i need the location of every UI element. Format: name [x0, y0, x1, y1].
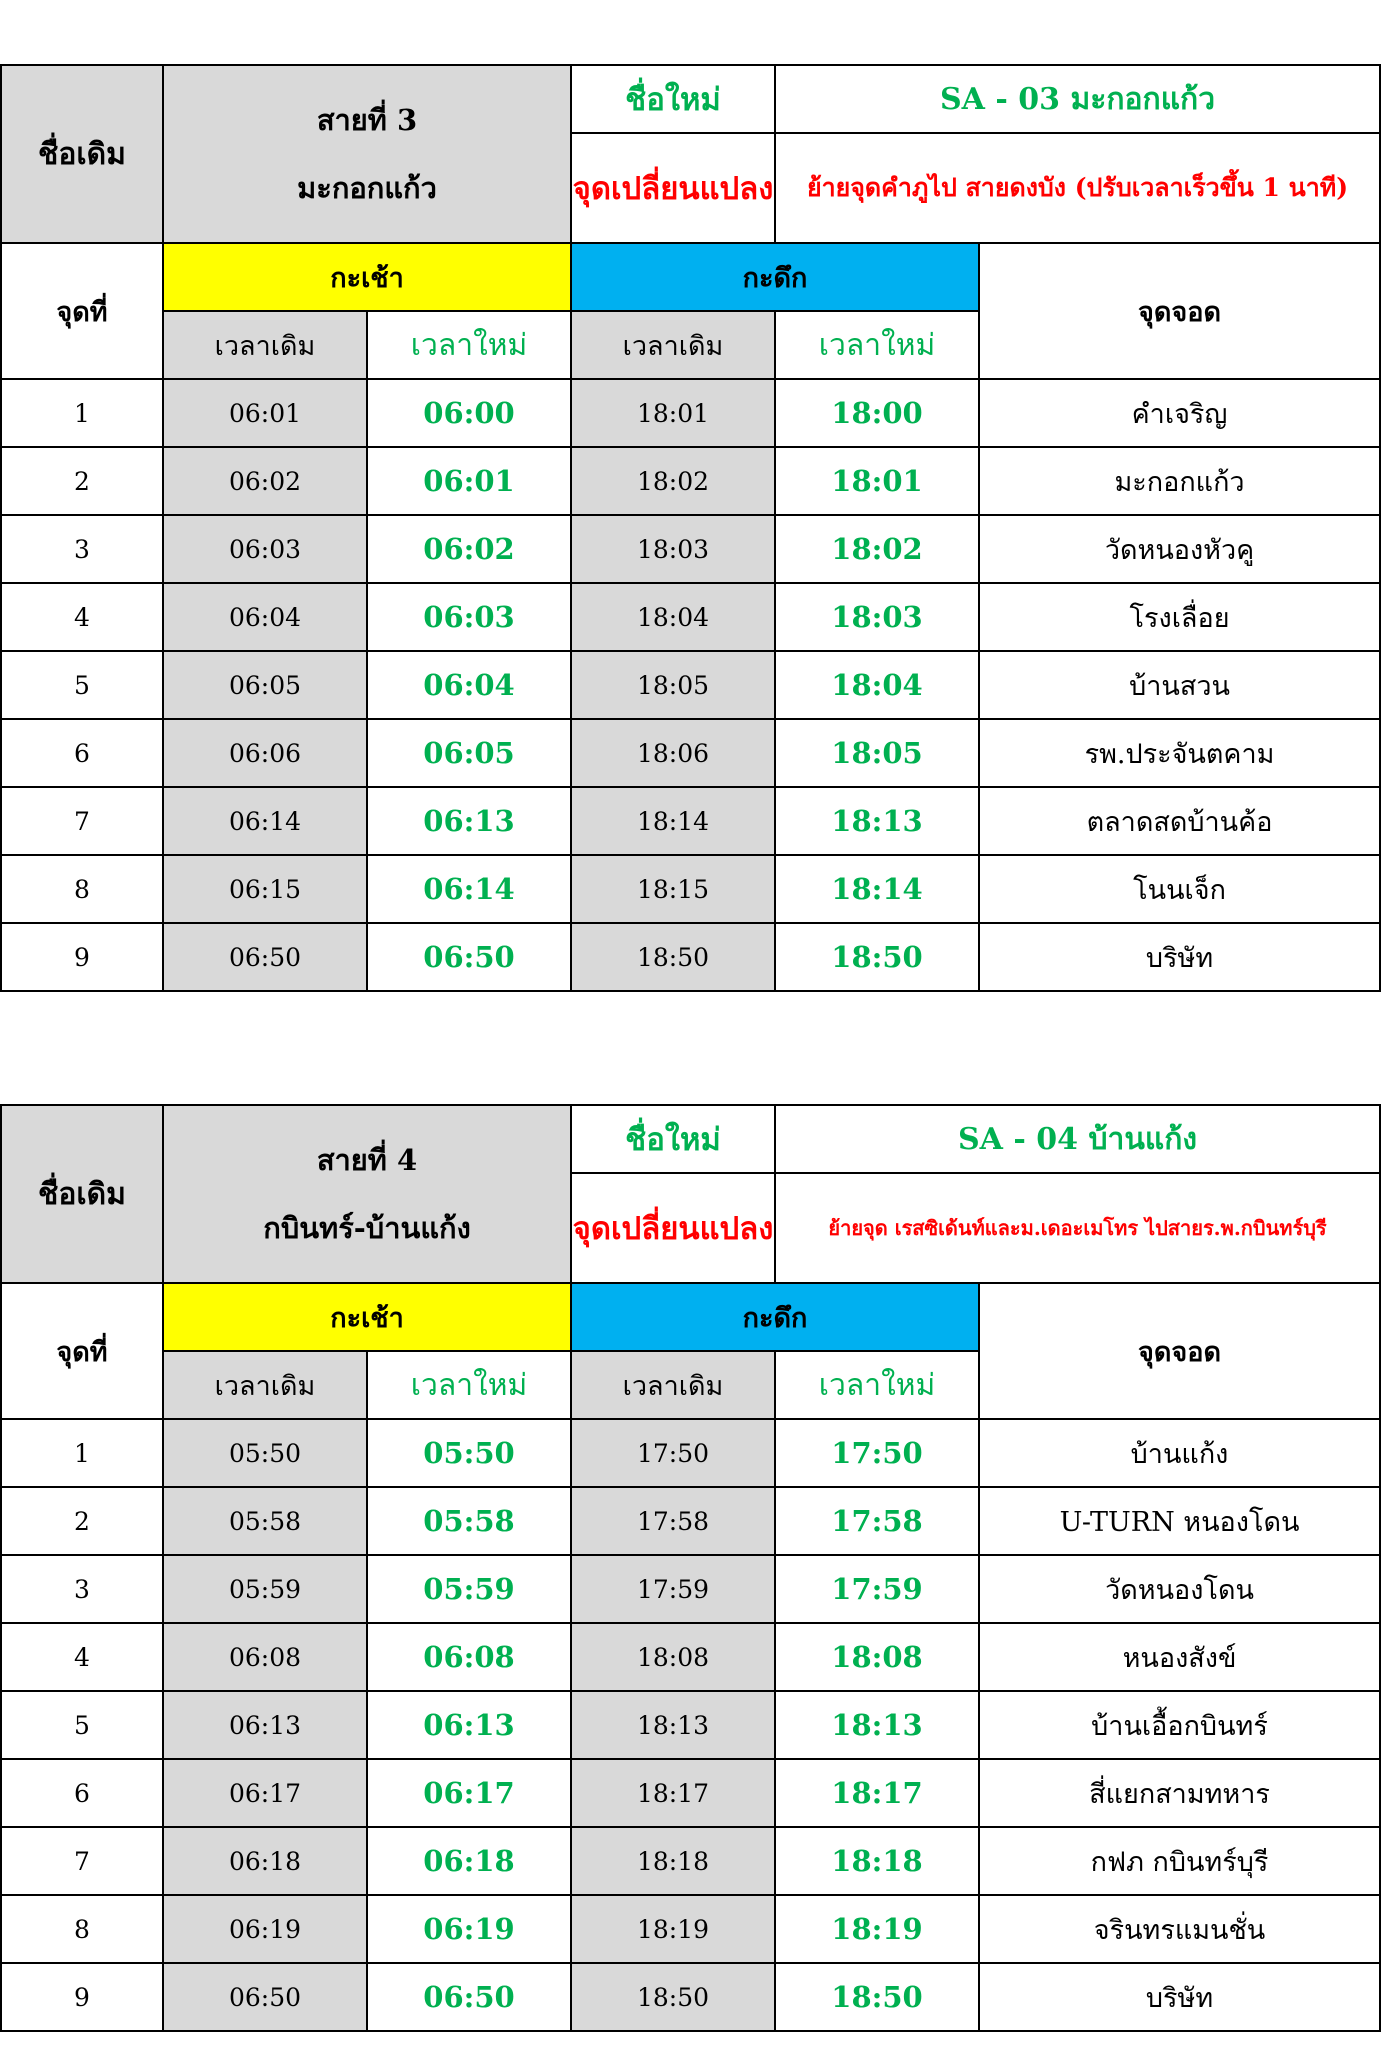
night-old-time: 18:14 — [571, 787, 775, 855]
stop-number: 9 — [1, 923, 163, 991]
morning-shift-header: กะเช้า — [163, 243, 571, 311]
night-new-time: 18:00 — [775, 379, 979, 447]
night-new-time: 18:18 — [775, 1827, 979, 1895]
old-line-name: กบินทร์-บ้านแก้ง — [263, 1211, 471, 1245]
table-row — [1, 1487, 1380, 1555]
night-new-time-header: เวลาใหม่ — [775, 311, 979, 379]
morning-old-time: 06:08 — [163, 1623, 367, 1691]
table-row — [1, 855, 1380, 923]
stop-number: 7 — [1, 787, 163, 855]
night-old-time: 18:05 — [571, 651, 775, 719]
morning-old-time: 05:50 — [163, 1419, 367, 1487]
stop-number: 7 — [1, 1827, 163, 1895]
stop-name: สี่แยกสามทหาร — [979, 1759, 1380, 1827]
change-description: ย้ายจุดคำภูไป สายดงบัง (ปรับเวลาเร็วขึ้น 1 นาที) — [775, 133, 1380, 243]
table-row — [1, 1419, 1380, 1487]
schedule-table-line-3 — [0, 64, 1381, 992]
morning-old-time: 06:14 — [163, 787, 367, 855]
table-row — [1, 583, 1380, 651]
table-row — [1, 1963, 1380, 2031]
night-new-time: 18:08 — [775, 1623, 979, 1691]
stop-number: 3 — [1, 1555, 163, 1623]
night-old-time: 18:19 — [571, 1895, 775, 1963]
night-new-time: 18:50 — [775, 1963, 979, 2031]
morning-old-time: 06:05 — [163, 651, 367, 719]
morning-old-time: 06:02 — [163, 447, 367, 515]
stop-number: 4 — [1, 583, 163, 651]
night-new-time: 18:14 — [775, 855, 979, 923]
night-old-time: 18:02 — [571, 447, 775, 515]
old-line-cell — [163, 1105, 571, 1283]
morning-new-time: 06:50 — [367, 923, 571, 991]
table-row — [1, 651, 1380, 719]
stop-number: 5 — [1, 651, 163, 719]
morning-new-time: 06:08 — [367, 1623, 571, 1691]
night-old-time: 18:50 — [571, 923, 775, 991]
stop-number: 1 — [1, 379, 163, 447]
change-label: จุดเปลี่ยนแปลง — [571, 133, 775, 243]
table-row — [1, 515, 1380, 583]
night-new-time: 18:13 — [775, 787, 979, 855]
stop-number: 2 — [1, 1487, 163, 1555]
morning-new-time: 06:02 — [367, 515, 571, 583]
table-row — [1, 1623, 1380, 1691]
stop-number-header: จุดที่ — [1, 243, 163, 379]
night-old-time: 17:59 — [571, 1555, 775, 1623]
morning-new-time-header: เวลาใหม่ — [367, 1351, 571, 1419]
stop-name: มะกอกแก้ว — [979, 447, 1380, 515]
stop-number: 3 — [1, 515, 163, 583]
night-new-time: 18:01 — [775, 447, 979, 515]
night-old-time: 17:58 — [571, 1487, 775, 1555]
night-old-time: 18:15 — [571, 855, 775, 923]
stop-name: วัดหนองโดน — [979, 1555, 1380, 1623]
table-row — [1, 1895, 1380, 1963]
old-line-cell — [163, 65, 571, 243]
morning-old-time: 06:03 — [163, 515, 367, 583]
old-name-label: ชื่อเดิม — [1, 65, 163, 243]
morning-new-time: 06:04 — [367, 651, 571, 719]
morning-old-time: 06:19 — [163, 1895, 367, 1963]
night-old-time: 18:03 — [571, 515, 775, 583]
table-row — [1, 923, 1380, 991]
stop-number-header: จุดที่ — [1, 1283, 163, 1419]
table-row — [1, 1691, 1380, 1759]
stop-name: หนองสังข์ — [979, 1623, 1380, 1691]
table-row — [1, 719, 1380, 787]
stop-number: 6 — [1, 719, 163, 787]
morning-new-time: 06:50 — [367, 1963, 571, 2031]
night-shift-header: กะดึก — [571, 1283, 979, 1351]
schedule-table-line-4 — [0, 1104, 1381, 2032]
stop-name: จรินทรแมนชั่น — [979, 1895, 1380, 1963]
night-new-time: 17:58 — [775, 1487, 979, 1555]
stop-number: 8 — [1, 1895, 163, 1963]
morning-new-time: 05:59 — [367, 1555, 571, 1623]
morning-old-time: 06:04 — [163, 583, 367, 651]
night-new-time-header: เวลาใหม่ — [775, 1351, 979, 1419]
new-name-label: ชื่อใหม่ — [571, 65, 775, 133]
change-label: จุดเปลี่ยนแปลง — [571, 1173, 775, 1283]
change-description: ย้ายจุด เรสซิเด้นท์และม.เดอะเมโทร ไปสายร.พ.กบินทร์บุรี — [775, 1173, 1380, 1283]
stop-name: U-TURN หนองโดน — [979, 1487, 1380, 1555]
morning-new-time: 06:01 — [367, 447, 571, 515]
stop-name: โรงเลื่อย — [979, 583, 1380, 651]
morning-new-time: 06:18 — [367, 1827, 571, 1895]
night-old-time-header: เวลาเดิม — [571, 311, 775, 379]
stop-number: 6 — [1, 1759, 163, 1827]
night-new-time: 18:05 — [775, 719, 979, 787]
old-line-title: สายที่ 3 — [316, 103, 418, 137]
stop-name: คำเจริญ — [979, 379, 1380, 447]
stop-name: โนนเจ็ก — [979, 855, 1380, 923]
stop-number: 4 — [1, 1623, 163, 1691]
stop-name: วัดหนองหัวคู — [979, 515, 1380, 583]
table-row — [1, 1555, 1380, 1623]
night-old-time-header: เวลาเดิม — [571, 1351, 775, 1419]
stop-number: 1 — [1, 1419, 163, 1487]
night-old-time: 18:13 — [571, 1691, 775, 1759]
stop-name-header: จุดจอด — [979, 1283, 1380, 1419]
stop-name: บ้านเอื้อกบินทร์ — [979, 1691, 1380, 1759]
night-old-time: 18:08 — [571, 1623, 775, 1691]
new-name-value: SA - 04 บ้านแก้ง — [775, 1105, 1380, 1173]
stop-number: 8 — [1, 855, 163, 923]
stop-name: บ้านแก้ง — [979, 1419, 1380, 1487]
night-old-time: 18:17 — [571, 1759, 775, 1827]
night-shift-header: กะดึก — [571, 243, 979, 311]
morning-old-time: 05:59 — [163, 1555, 367, 1623]
night-old-time: 18:01 — [571, 379, 775, 447]
morning-new-time: 06:14 — [367, 855, 571, 923]
table-row — [1, 379, 1380, 447]
night-old-time: 18:18 — [571, 1827, 775, 1895]
stop-name: บริษัท — [979, 1963, 1380, 2031]
table-row — [1, 1827, 1380, 1895]
morning-old-time: 06:15 — [163, 855, 367, 923]
night-new-time: 17:59 — [775, 1555, 979, 1623]
stop-name: บริษัท — [979, 923, 1380, 991]
stop-number: 9 — [1, 1963, 163, 2031]
morning-new-time: 06:17 — [367, 1759, 571, 1827]
morning-new-time: 06:00 — [367, 379, 571, 447]
night-new-time: 18:50 — [775, 923, 979, 991]
stop-name: กฟภ กบินทร์บุรี — [979, 1827, 1380, 1895]
morning-new-time: 06:05 — [367, 719, 571, 787]
stop-name: ตลาดสดบ้านค้อ — [979, 787, 1380, 855]
morning-old-time: 06:13 — [163, 1691, 367, 1759]
night-new-time: 18:03 — [775, 583, 979, 651]
stop-name: บ้านสวน — [979, 651, 1380, 719]
night-new-time: 18:13 — [775, 1691, 979, 1759]
night-new-time: 17:50 — [775, 1419, 979, 1487]
night-new-time: 18:19 — [775, 1895, 979, 1963]
stop-number: 5 — [1, 1691, 163, 1759]
stop-name: รพ.ประจันตคาม — [979, 719, 1380, 787]
morning-new-time: 06:13 — [367, 1691, 571, 1759]
morning-new-time: 06:03 — [367, 583, 571, 651]
morning-new-time: 06:19 — [367, 1895, 571, 1963]
table-row — [1, 1759, 1380, 1827]
morning-new-time: 06:13 — [367, 787, 571, 855]
new-name-value: SA - 03 มะกอกแก้ว — [775, 65, 1380, 133]
stop-name-header: จุดจอด — [979, 243, 1380, 379]
old-line-title: สายที่ 4 — [316, 1143, 418, 1177]
morning-new-time-header: เวลาใหม่ — [367, 311, 571, 379]
night-new-time: 18:04 — [775, 651, 979, 719]
morning-new-time: 05:58 — [367, 1487, 571, 1555]
morning-old-time-header: เวลาเดิม — [163, 1351, 367, 1419]
night-old-time: 18:04 — [571, 583, 775, 651]
night-old-time: 17:50 — [571, 1419, 775, 1487]
morning-old-time: 06:50 — [163, 923, 367, 991]
morning-old-time: 06:17 — [163, 1759, 367, 1827]
night-old-time: 18:06 — [571, 719, 775, 787]
table-row — [1, 787, 1380, 855]
morning-old-time: 05:58 — [163, 1487, 367, 1555]
morning-old-time-header: เวลาเดิม — [163, 311, 367, 379]
new-name-label: ชื่อใหม่ — [571, 1105, 775, 1173]
morning-new-time: 05:50 — [367, 1419, 571, 1487]
night-new-time: 18:17 — [775, 1759, 979, 1827]
morning-old-time: 06:06 — [163, 719, 367, 787]
morning-old-time: 06:01 — [163, 379, 367, 447]
morning-old-time: 06:18 — [163, 1827, 367, 1895]
morning-shift-header: กะเช้า — [163, 1283, 571, 1351]
stop-number: 2 — [1, 447, 163, 515]
old-name-label: ชื่อเดิม — [1, 1105, 163, 1283]
morning-old-time: 06:50 — [163, 1963, 367, 2031]
table-row — [1, 447, 1380, 515]
night-old-time: 18:50 — [571, 1963, 775, 2031]
night-new-time: 18:02 — [775, 515, 979, 583]
old-line-name: มะกอกแก้ว — [297, 171, 437, 205]
